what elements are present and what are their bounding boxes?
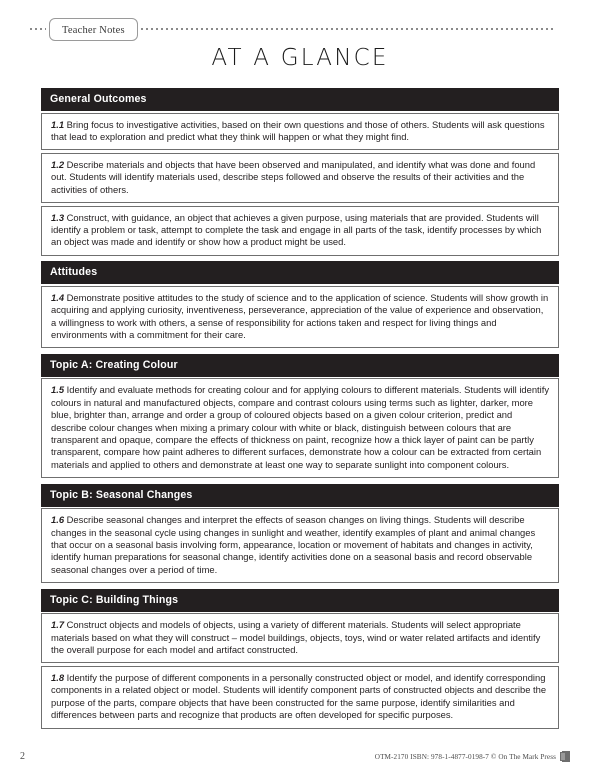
outcome-number: 1.1: [51, 118, 65, 130]
section-header: Topic B: Seasonal Changes: [41, 484, 559, 507]
outcome-number: 1.8: [51, 671, 65, 683]
teacher-notes-tab: [49, 18, 138, 41]
outcome-box: [41, 666, 559, 729]
outcome-box: [41, 206, 559, 256]
outcome-box: [41, 508, 559, 583]
outcome-text: Demonstrate positive attitudes to the study of science and to the application of science. Students will show growth in acquiring and applying curiosity, inventiveness, perseverance, appreciation of the value of experience and observation, a willingness to work with others, a sense of responsibility for actions taken and respect for living things and environments with a commitment for their care.: [51, 291, 549, 340]
outcome-paragraph: [51, 672, 550, 722]
outcome-number: 1.3: [51, 211, 65, 223]
outcome-text: Describe seasonal changes and interpret the effects of season changes on living things. Students will describe changes in the seasonal cycle using changes in sunlight and weather, identify examples of plant and animal changes that occur on a seasonal basis involving form, appearance, location or movement of habitats and changes in activity, identify human preparations for seasonal change, identify activities done on a seasonal basis and record observable seasonal changes over a period of time.: [51, 514, 536, 575]
imprint-text: OTM-2170 ISBN: 978-1-4877-0198-7 © On The Mark Press: [374, 752, 556, 761]
page-number: 2: [20, 751, 25, 762]
outcome-paragraph: [51, 619, 550, 656]
outcome-box: [41, 613, 559, 663]
outcome-paragraph: [51, 119, 550, 144]
header-rule: [30, 18, 554, 40]
outcome-text: Construct objects and models of objects, using a variety of different materials. Students will select appropriate materials based on what they will construct – model buildings, objects, toys, wind or water related artifacts and identify the overall purpose for each model and artifact constructed.: [51, 619, 541, 656]
outcome-text: Construct, with guidance, an object that achieves a given purpose, using materials that are provided. Students will identify a problem or task, attempt to complete the task and engage in all parts of the task, identify processes by which an object was made and identify or show how a product might be used.: [51, 211, 542, 248]
outcome-paragraph: [51, 514, 550, 576]
book-logo-icon: [560, 751, 570, 762]
teacher-notes-tab-label: Teacher Notes: [62, 24, 125, 36]
outcome-paragraph: [51, 292, 550, 342]
outcome-number: 1.4: [51, 291, 65, 303]
outcome-text: Identify the purpose of different components in a personally constructed object or model, and identify corresponding components in a related object or model. Students will identify component parts of constructed objects and describe the purpose of the parts, compare objects that have been constructed for the same purpose, identify similarities and differences between parts and recognize that products are often developed for specific purposes.: [51, 671, 547, 721]
outcome-paragraph: [51, 159, 550, 196]
page-title: AT A GLANCE: [211, 45, 389, 71]
outcome-number: 1.6: [51, 514, 65, 526]
outcome-number: 1.7: [51, 619, 65, 631]
section-header: Topic A: Creating Colour: [41, 354, 559, 377]
outcome-box: [41, 153, 559, 203]
outcome-paragraph: [51, 384, 550, 471]
outcome-number: 1.5: [51, 384, 65, 396]
outcome-box: [41, 378, 559, 478]
outcome-paragraph: [51, 212, 550, 249]
section-header: Topic C: Building Things: [41, 589, 559, 612]
outcome-box: [41, 286, 559, 349]
outcome-text: Identify and evaluate methods for creating colour and for applying colours to different materials. Students will identify colours in natural and manufactured objects, compare and contrast colours using terms such as lighter, darker, more blue, brighter than, arrange and order a group of coloured objects based on a given colour criterion, predict and describe colour changes when mixing a primary colour with white or black, distinguish between colours that are transparent and opaque, compare the effects of thickness on paint, recognize how a thick layer of paint can be partly transparent, compare how paint adheres to different surfaces, demonstrate how a colour can be extracted from certain materials and applied to others and demonstrate at least one way to separate sunlight into component colours.: [51, 384, 550, 470]
outcome-text: Describe materials and objects that have been observed and manipulated, and identify what was done and found out. Students will identify materials used, describe steps followed and observe the results of their activities and the activities of others.: [51, 158, 536, 195]
dotted-rule-right: [141, 28, 554, 30]
page-footer: [0, 742, 600, 762]
section-header: Attitudes: [41, 261, 559, 284]
outcomes-content: [41, 88, 559, 729]
outcome-box: [41, 113, 559, 151]
outcome-text: Bring focus to investigative activities, based on their own questions and those of others. Students will ask questions that lead to exploration and predict what they think will happen or what they might find.: [51, 118, 545, 142]
outcome-number: 1.2: [51, 158, 65, 170]
dotted-rule-left: [30, 28, 46, 30]
section-header: General Outcomes: [41, 88, 559, 111]
imprint-block: [375, 751, 570, 762]
